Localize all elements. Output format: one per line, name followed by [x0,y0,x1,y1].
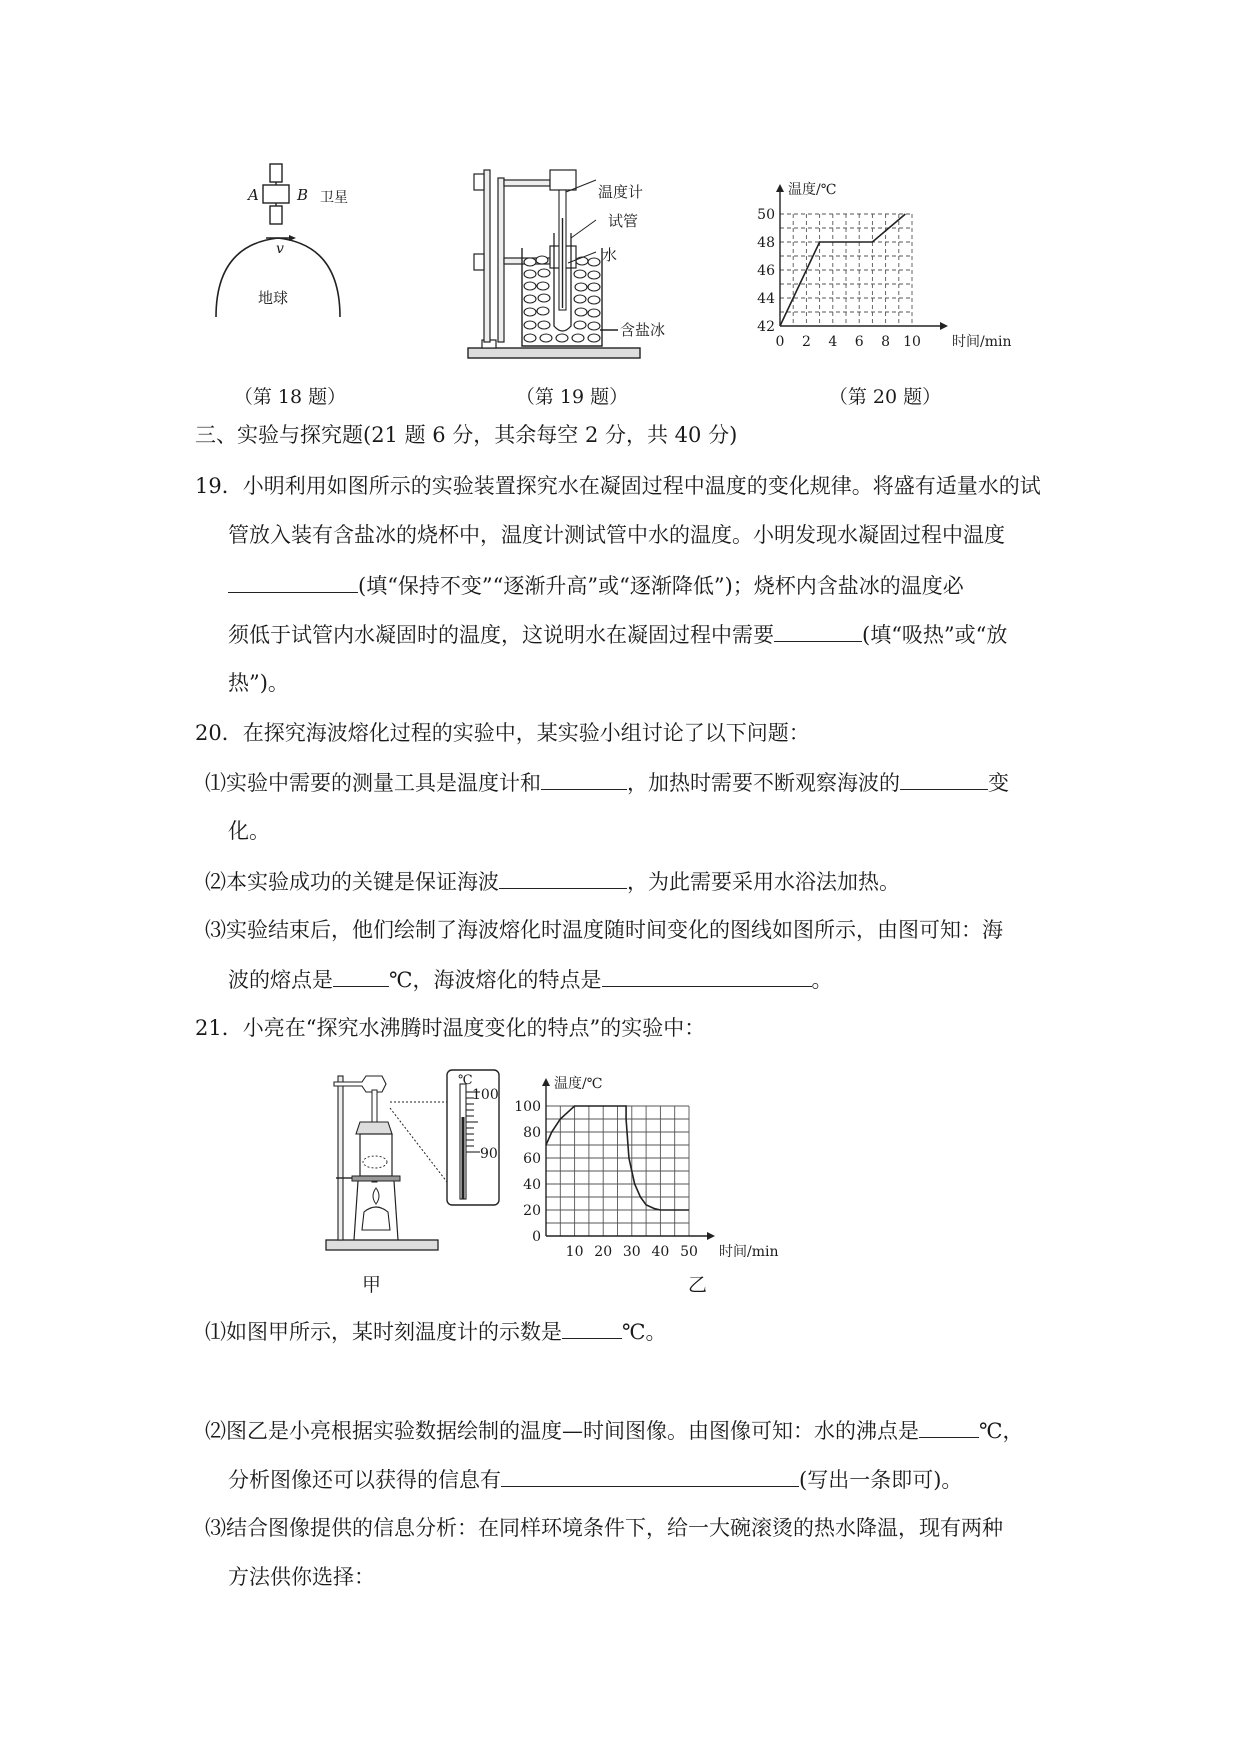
satellite-top-icon [270,164,282,182]
label-water: 水 [602,246,618,264]
y-tick-label: 44 [757,291,775,307]
x-tick-label: 40 [651,1244,670,1260]
x-tick-label: 6 [854,334,864,350]
flame-icon [373,1188,379,1204]
q20-part1-cont: 化。 [228,819,270,843]
q20-part1: ⑴实验中需要的测量工具是温度计和 ，加热时需要不断观察海波的 变 [205,767,1009,798]
x-tick-label: 10 [903,334,921,350]
figure-21-apparatus [322,1062,512,1262]
label-a: A [248,186,259,204]
y-tick-label: 0 [532,1229,541,1245]
beaker-icon [360,1134,392,1176]
x-tick-label: 4 [828,334,838,350]
q20-blank-1[interactable] [541,767,627,790]
q21-part1: ⑴如图甲所示，某时刻温度计的示数是 ℃。 [205,1316,667,1347]
q21-part3: ⑶结合图像提供的信息分析：在同样环境条件下，给一大碗滚烫的热水降温，现有两种 [205,1516,1003,1540]
satellite-body-icon [263,185,289,203]
x-axis-arrow-icon [940,322,948,330]
q19-line1: 19．小明利用如图所示的实验装置探究水在凝固过程中温度的变化规律。将盛有适量水的试 [195,474,1041,498]
caption-fig20: （第 20 题） [828,386,942,408]
y-tick-label: 100 [514,1099,541,1115]
stand-rod-icon [338,1076,343,1240]
y-tick-label: 60 [523,1151,541,1167]
figure-19 [462,158,702,368]
caption-fig19: （第 19 题） [515,386,629,408]
x-tick-label: 8 [881,334,891,350]
stand-rod-icon [484,170,490,342]
label-satellite: 卫星 [320,190,348,206]
y-tick-label: 46 [757,263,775,279]
q19-blank-1[interactable] [228,570,358,593]
q20-part3: ⑶实验结束后，他们绘制了海波熔化时温度随时间变化的图线如图所示，由图可知：海 [205,918,1003,942]
q21-part3-cont: 方法供你选择： [228,1565,375,1589]
label-yi: 乙 [688,1274,708,1296]
y-axis-arrow-icon [776,184,784,192]
q20-blank-2[interactable] [900,767,988,790]
label-velocity: v [276,241,284,257]
q21-blank-3[interactable] [501,1464,799,1487]
x-tick-label: 30 [622,1244,641,1260]
y-tick-label: 50 [757,207,775,223]
x-tick-label: 2 [801,334,811,350]
alcohol-lamp-icon [362,1207,390,1230]
y-tick-label: 80 [523,1125,541,1141]
q20-blank-3[interactable] [499,866,627,889]
y-tick-label: 48 [757,235,775,251]
q20-part3-cont: 波的熔点是 ℃，海波熔化的特点是 。 [228,964,833,995]
x-tick-label: 20 [594,1244,613,1260]
label-earth: 地球 [258,289,289,307]
figure-18 [200,150,400,330]
caption-fig18: （第 18 题） [233,386,347,408]
satellite-bottom-icon [270,206,282,224]
x-tick-label: 0 [775,334,785,350]
label-jia: 甲 [362,1274,382,1296]
x-tick-label: 10 [565,1244,584,1260]
x-axis-label: 时间/min [719,1244,779,1260]
figure-21-chart [508,1060,838,1270]
y-axis-label: 温度/℃ [554,1076,603,1092]
thermometer-unit: ℃ [458,1073,473,1088]
q19-line5: 热”)。 [228,671,289,695]
y-axis-label: 温度/℃ [788,182,837,198]
label-test-tube: 试管 [608,212,639,230]
q21-intro: 21．小亮在“探究水沸腾时温度变化的特点”的实验中： [195,1016,706,1040]
q19-line2: 管放入装有含盐冰的烧杯中，温度计测试管中水的温度。小明发现水凝固过程中温度 [228,523,1005,547]
y-tick-label: 40 [523,1177,541,1193]
label-b: B [297,186,309,204]
q19-blank-2[interactable] [774,619,862,642]
q20-blank-5[interactable] [602,964,812,987]
q20-part2: ⑵本实验成功的关键是保证海波 ，为此需要采用水浴法加热。 [205,866,900,897]
q19-line4: 须低于试管内水凝固时的温度，这说明水在凝固过程中需要 (填“吸热”或“放 [228,619,1007,650]
section-title: 三、实验与探究题(21 题 6 分，其余每空 2 分，共 40 分) [195,423,738,447]
q21-part2-cont: 分析图像还可以获得的信息有 (写出一条即可)。 [228,1464,962,1495]
q20-intro: 20．在探究海波熔化过程的实验中，某实验小组讨论了以下问题： [195,721,810,745]
q21-blank-2[interactable] [919,1415,979,1438]
figure-20-chart [755,172,1025,372]
q21-blank-1[interactable] [562,1316,622,1339]
q20-blank-4[interactable] [333,964,389,987]
x-axis-label: 时间/min [952,334,1012,350]
thermometer-90: 90 [480,1146,498,1162]
q21-part2: ⑵图乙是小亮根据实验数据绘制的温度—时间图像。由图像可知：水的沸点是 ℃， [205,1415,1024,1446]
y-tick-label: 42 [757,319,775,335]
label-salt-ice: 含盐冰 [620,321,666,339]
q19-line3: (填“保持不变”“逐渐升高”或“逐渐降低”)；烧杯内含盐冰的温度必 [228,570,964,601]
x-axis-arrow-icon [707,1232,715,1240]
x-tick-label: 50 [680,1244,698,1260]
y-axis-arrow-icon [542,1078,550,1086]
y-tick-label: 20 [523,1203,541,1219]
thermometer-100: 100 [472,1087,499,1103]
label-thermometer: 温度计 [598,183,644,201]
